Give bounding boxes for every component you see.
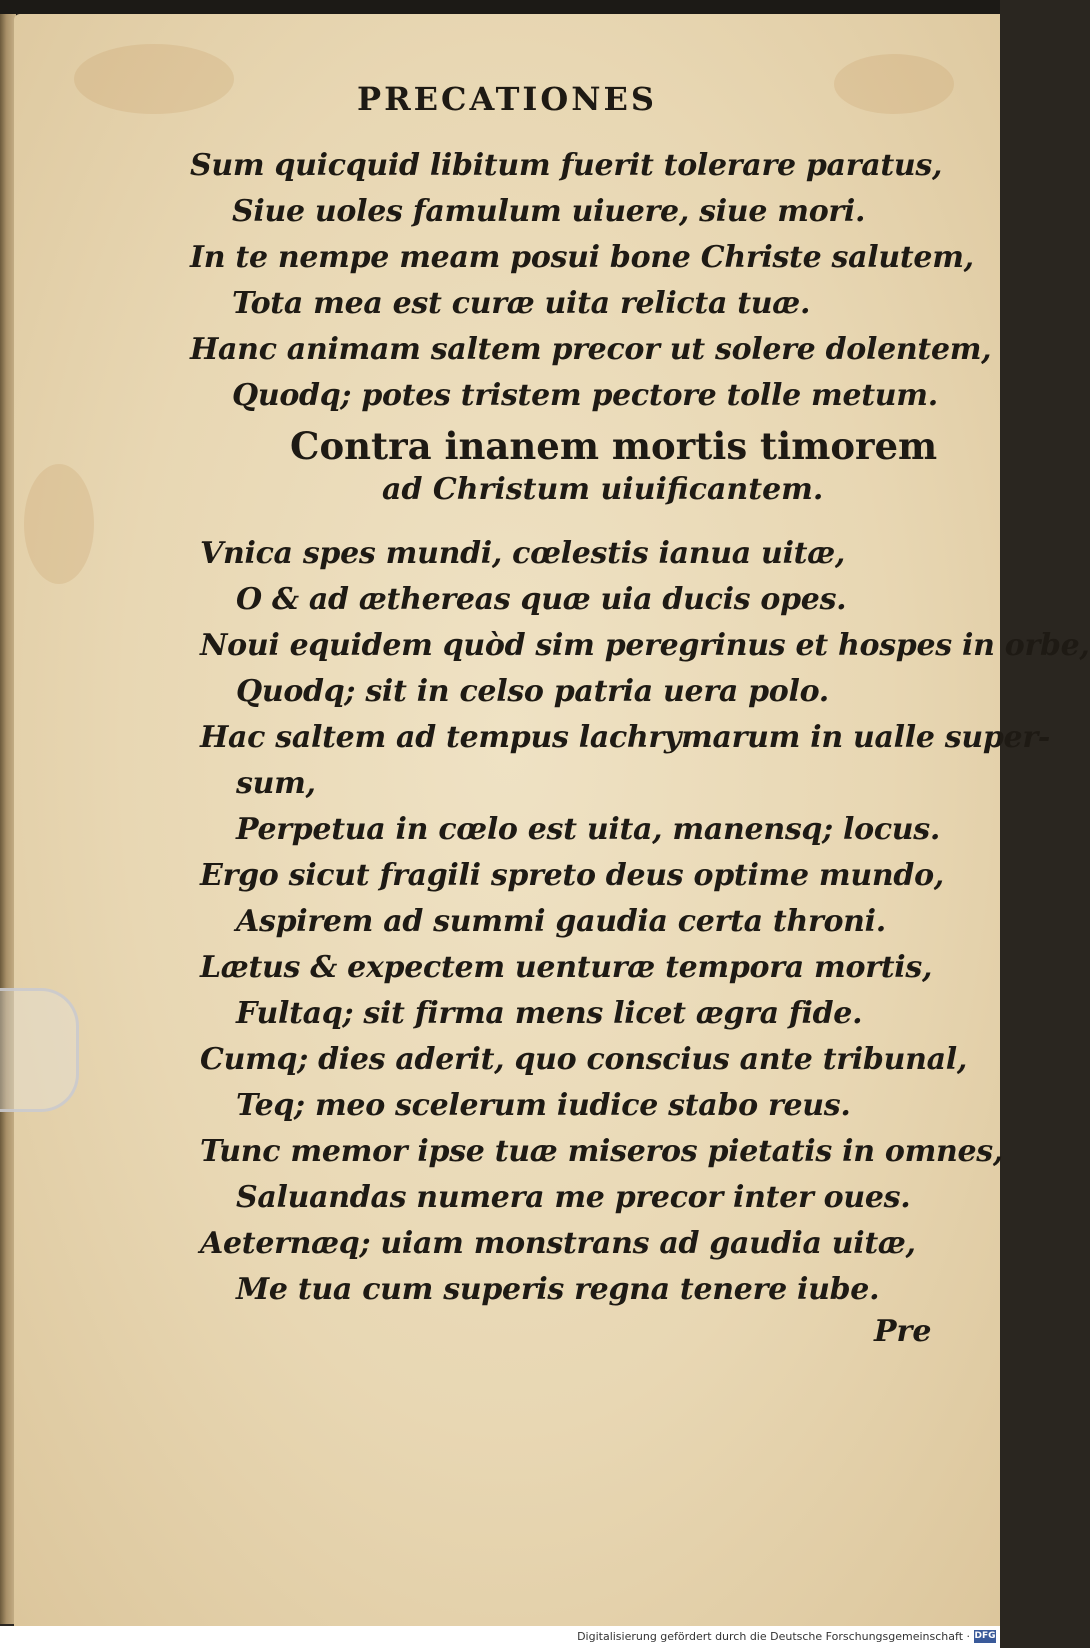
verse-line: In te nempe meam posui bone Christe salutem, <box>190 240 974 275</box>
foxing-stain <box>24 464 94 584</box>
verse-line: O & ad æthereas quæ uia ducis opes. <box>236 582 847 617</box>
verse-line: Quodq; potes tristem pectore tolle metum. <box>232 378 938 413</box>
verse-line: Aeternæq; uiam monstrans ad gaudia uitæ, <box>200 1226 916 1261</box>
verse-line: Tunc memor ipse tuæ miseros pietatis in omnes, <box>200 1134 1004 1169</box>
funding-credit: Digitalisierung gefördert durch die Deutsche Forschungsgemeinschaft · <box>577 1630 970 1643</box>
verse-line: Fultaq; sit firma mens licet ægra fide. <box>236 996 863 1031</box>
verse-line: Perpetua in cœlo est uita, manensq; locus. <box>236 812 941 847</box>
verse-line: Noui equidem quòd sim peregrinus et hospes in orbe, <box>200 628 1090 663</box>
verse-line: Hanc animam saltem precor ut solere dolentem, <box>190 332 992 367</box>
verse-line: Quodq; sit in celso patria uera polo. <box>236 674 829 709</box>
catchword: Pre <box>874 1314 932 1349</box>
dfg-logo: DFG <box>974 1631 996 1641</box>
verse-line: Aspirem ad summi gaudia certa throni. <box>236 904 886 939</box>
verse-line: Lætus & expectem uenturæ tempora mortis, <box>200 950 933 985</box>
section-subheading: ad Christum uiuificantem. <box>382 472 824 507</box>
book-page <box>14 14 1090 1626</box>
verse-line: Saluandas numera me precor inter oues. <box>236 1180 911 1215</box>
verse-line: Siue uoles famulum uiuere, siue mori. <box>232 194 866 229</box>
verse-line: Ergo sicut fragili spreto deus optime mundo, <box>200 858 944 893</box>
verse-line: Cumq; dies aderit, quo conscius ante tribunal, <box>200 1042 967 1077</box>
verse-line: Me tua cum superis regna tenere iube. <box>236 1272 880 1307</box>
running-head: PRECATIONES <box>357 80 657 118</box>
page-clip <box>0 988 79 1112</box>
verse-line: Vnica spes mundi, cœlestis ianua uitæ, <box>200 536 846 571</box>
footer-bar <box>0 1626 1000 1648</box>
verse-line: Hac saltem ad tempus lachrymarum in ualle super- <box>200 720 1051 755</box>
verse-line: Teq; meo scelerum iudice stabo reus. <box>236 1088 851 1123</box>
verse-line: Sum quicquid libitum fuerit tolerare paratus, <box>190 148 943 183</box>
section-heading: Contra inanem mortis timorem <box>290 424 938 468</box>
verse-line: sum, <box>236 766 316 801</box>
verse-line: Tota mea est curæ uita relicta tuæ. <box>232 286 811 321</box>
